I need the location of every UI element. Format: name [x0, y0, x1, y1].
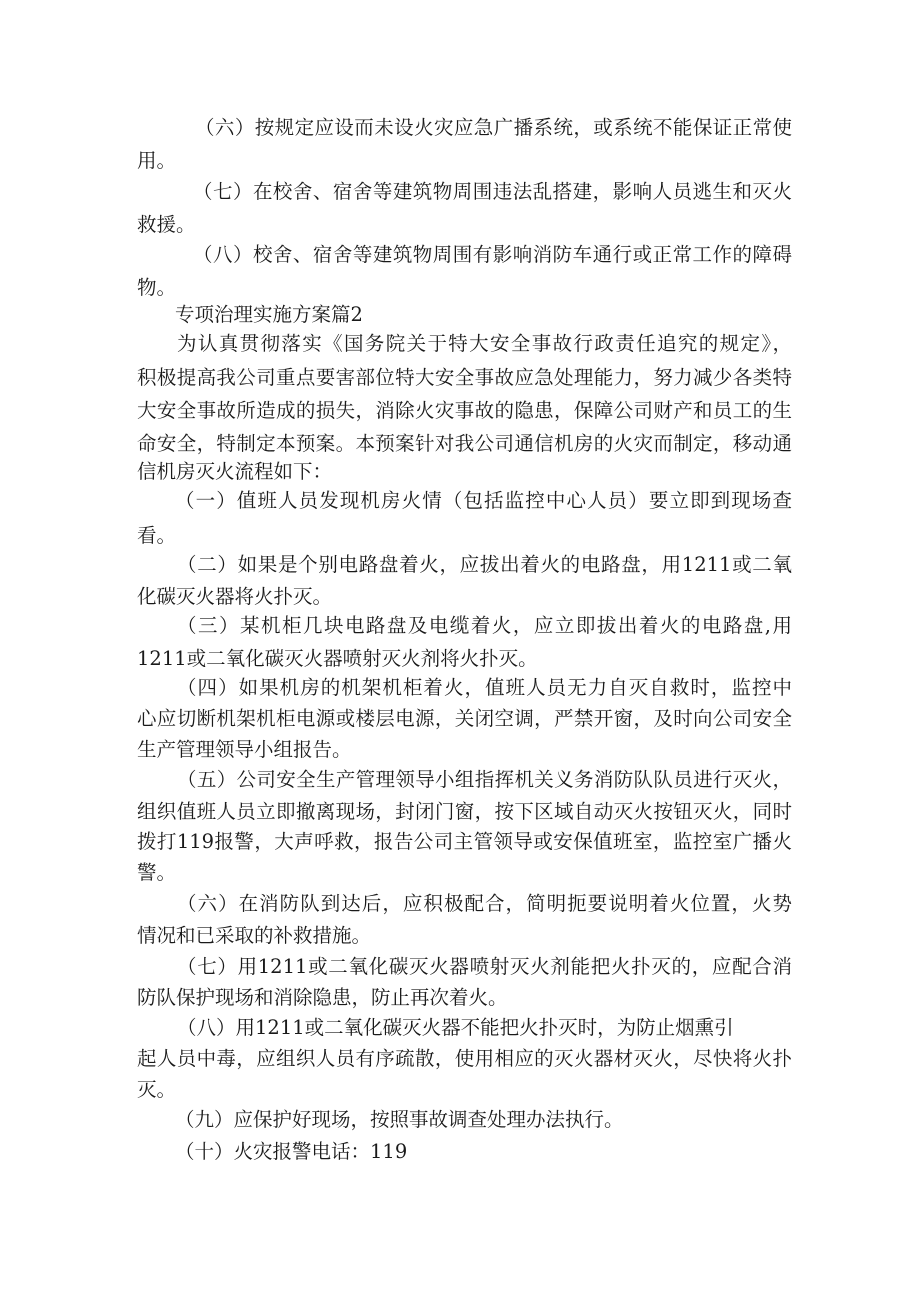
text-line: （七）用1211或二氧化碳灭火器喷射灭火剂能把火扑灭的，应配合消 [177, 955, 792, 978]
text-line: （六）在消防队到达后，应积极配合，简明扼要说明着火位置，火势 [177, 892, 792, 915]
text-line: 物。 [137, 276, 177, 299]
text-line: （十）火灾报警电话：119 [175, 1140, 408, 1163]
text-line: （六）按规定应设而未设火灾应急广播系统，或系统不能保证正常使 [195, 116, 792, 139]
text-line: 专项治理实施方案篇2 [175, 303, 363, 326]
text-line: 情况和已采取的补救措施。 [137, 924, 372, 947]
text-line: （九）应保护好现场，按照事故调查处理办法执行。 [175, 1108, 624, 1131]
text-line: 救援。 [137, 213, 196, 236]
text-line: 为认真贯彻落实《国务院关于特大安全事故行政责任追究的规定》， [177, 332, 792, 355]
text-line: （七）在校舍、宿舍等建筑物周围违法乱搭建，影响人员逃生和灭火 [193, 180, 792, 203]
text-line: 看。 [137, 524, 177, 547]
text-line: 灭。 [137, 1078, 177, 1101]
text-line: （八）校舍、宿舍等建筑物周围有影响消防车通行或正常工作的障碍 [193, 243, 792, 266]
text-line: 起人员中毒，应组织人员有序疏散，使用相应的灭火器材灭火，尽快将火扑 [137, 1047, 792, 1070]
text-line: 警。 [137, 861, 177, 884]
text-line: （五）公司安全生产管理领导小组指挥机关义务消防队队员进行灭火， [177, 768, 792, 791]
text-line: 化碳灭火器将火扑灭。 [137, 585, 333, 608]
text-line: 大安全事故所造成的损失，消除火灾事故的隐患，保障公司财产和员工的生 [137, 399, 792, 422]
text-line: 心应切断机架机柜电源或楼层电源，关闭空调，严禁开窗，及时向公司安全 [137, 707, 792, 730]
text-line: 信机房灭火流程如下： [137, 460, 333, 483]
text-line: 用。 [137, 149, 177, 172]
text-line: 防队保护现场和消除隐患，防止再次着火。 [137, 986, 508, 1009]
text-line: 生产管理领导小组报告。 [137, 738, 352, 761]
text-line: （四）如果机房的机架机柜着火，值班人员无力自灭自救时，监控中 [177, 676, 792, 699]
text-line: （一）值班人员发现机房火情（包括监控中心人员）要立即到现场查 [175, 489, 792, 512]
text-line: 组织值班人员立即撤离现场，封闭门窗，按下区域自动灭火按钮灭火，同时 [137, 800, 792, 823]
text-line: 1211或二氧化碳灭火器喷射灭火剂将火扑灭。 [137, 647, 538, 670]
text-line: （三）某机柜几块电路盘及电缆着火，应立即拔出着火的电路盘,用 [177, 614, 792, 637]
text-line: （二）如果是个别电路盘着火，应拔出着火的电路盘，用1211或二氧 [177, 553, 792, 576]
text-line: 拨打119报警，大声呼救，报告公司主管领导或安保值班室，监控室广播火 [137, 830, 792, 853]
text-line: （八）用1211或二氧化碳灭火器不能把火扑灭时，为防止烟熏引 [177, 1016, 734, 1039]
text-line: 命安全，特制定本预案。本预案针对我公司通信机房的火灾而制定，移动通 [137, 432, 792, 455]
text-line: 积极提高我公司重点要害部位特大安全事故应急处理能力，努力减少各类特 [137, 366, 792, 389]
